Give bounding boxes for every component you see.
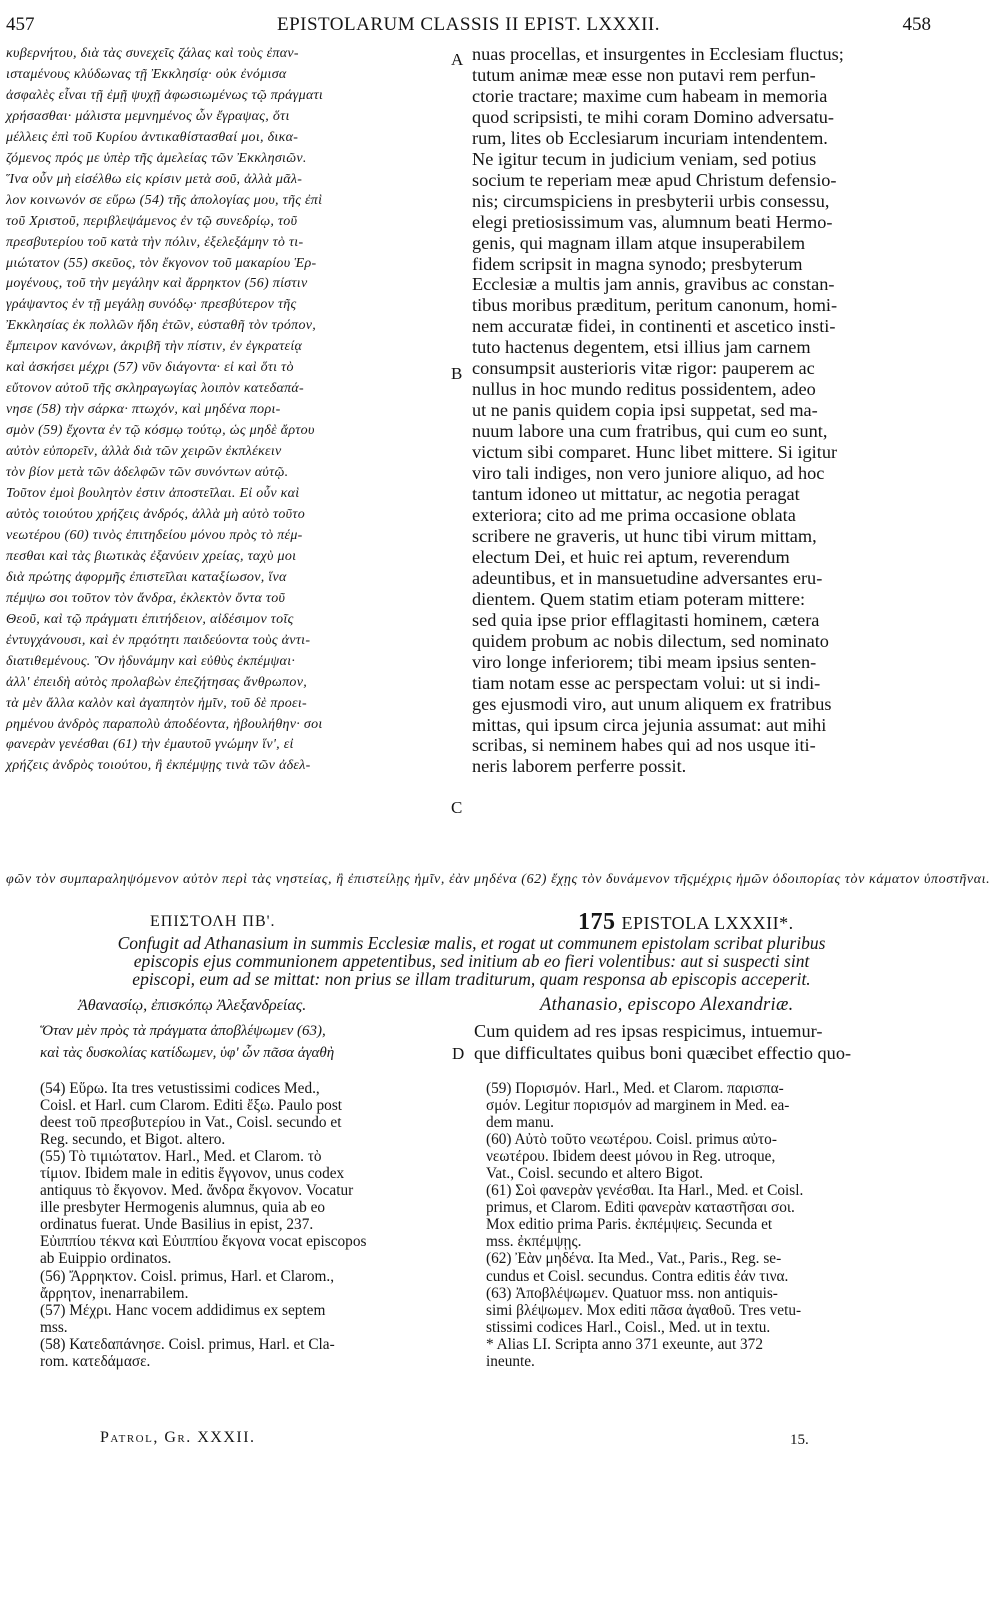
footnote-line: (57) Μέχρι. Hanc vocem addidimus ex septem xyxy=(40,1301,326,1319)
margin-marker-b: B xyxy=(451,364,463,383)
latin-line: mittas, qui ipsum circa jejunia assumat: aut mihi xyxy=(472,714,827,735)
greek-line: πεσθαι καὶ τὰς βιωτικὰς ἐξανύειν χρείας, ταχὺ μοι xyxy=(6,548,297,564)
page-header xyxy=(6,14,931,42)
footnote-line: (62) Ἐὰν μηδένα. Ita Med., Vat., Paris., Reg. se- xyxy=(486,1250,782,1268)
footnote-line: ille presbyter Hermogenis alumnus, quia ab eo xyxy=(40,1199,326,1217)
footnote-line: ἄρρητον, inenarrabilem. xyxy=(40,1284,189,1302)
epistle-heading-latin xyxy=(578,909,794,936)
greek-line: νεωτέρου (60) τινὸς ἐπιτηδείου μόνου πρὸς τὸ πέμ- xyxy=(6,527,303,543)
greek-line: Ἵνα οὖν μὴ εἰσέλθω εἰς κρίσιν μετὰ σοῦ, ἀλλὰ μᾶλ- xyxy=(6,171,303,187)
greek-line: χρήζεις ἀνδρὸς τοιούτου, ἢ ἐκπέμψῃς τινὰ τῶν ἀδελ- xyxy=(6,758,311,774)
greek-line: μιώτατον (55) σκεῦος, τὸν ἔκγονον τοῦ μακαρίου Ἑρ- xyxy=(6,255,317,271)
latin-line: tutum animæ meæ esse non putavi rem perfun- xyxy=(472,64,816,85)
footnote-line: antiquus τὸ ἔκγονον. Med. ἄνδρα ἔκγονον. Vocatur xyxy=(40,1182,354,1200)
greek-line: καὶ ἀσκήσει μέχρι (57) νῦν διάγοντα· εἰ καὶ ὅτι τὸ xyxy=(6,360,294,376)
greek-line: πρεσβυτερίου τοῦ κατὰ τὴν πόλιν, ἐξελεξάμην τὸ τι- xyxy=(6,234,304,250)
address-latin: Athanasio, episcopo Alexandriæ. xyxy=(540,995,794,1015)
footnote-line: (54) Εὕρω. Ita tres vetustissimi codices Med., xyxy=(40,1080,320,1097)
latin-line: tibus moribus præditum, peritum canonum, homi- xyxy=(472,295,838,316)
latin-line: rum, lites ob Ecclesiarum incuriam intendentem. xyxy=(472,127,828,148)
footnote-line: cundus et Coisl. secundus. Contra editis ἐάν τινα. xyxy=(486,1267,789,1285)
footnote-line: ineunte. xyxy=(486,1352,535,1370)
latin-line: viro tali indiges, non vero juniore aliquo, ad hoc xyxy=(472,463,825,484)
greek-line: τοῦ Χριστοῦ, περιβλεψάμενος ἐν τῷ συνεδρίῳ, τοῦ xyxy=(6,213,298,229)
latin-line: consumpsit austerioris vitæ rigor: pauperem ac xyxy=(472,358,815,379)
summary-line: episcopis ejus communionem appetentibus, sed initium ab eo fieri volentibus: aut si suspecti sint xyxy=(133,951,810,971)
greek-line: Ἐκκλησίας ἐκ πολλῶν ἤδη ἐτῶν, εὐσταθῆ τὸν τρόπον, xyxy=(6,318,317,334)
footnote-line: τίμιον. Ibidem male in editis ἔγγονον, unus codex xyxy=(40,1165,345,1183)
latin-line: fidem scripsit in magna synodo; presbyterum xyxy=(472,253,803,274)
footnote-line: Reg. secundo, et Bigot. altero. xyxy=(40,1131,226,1149)
greek-line: αὐτὸν εὐπορεῖν, ἀλλὰ διὰ τῶν χειρῶν ἐκπλέκειν xyxy=(6,444,282,460)
latin-line: viro longe inferiorem; tibi meam ipsius senten- xyxy=(472,651,817,672)
opening-greek-line: καὶ τὰς δυσκολίας κατίδωμεν, ὑφ' ὧν πᾶσα ἀγαθὴ xyxy=(40,1045,335,1061)
greek-line: ἔμπειρον κανόνων, ἀκριβῆ τὴν πίστιν, ἐν ἐγκρατείᾳ xyxy=(6,339,303,355)
summary-line: episcopi, eum ad se mittat: non prius se illam traditurum, quam responsa ab episcopis acceperit. xyxy=(132,969,811,989)
footnote-line: * Alias LI. Scripta anno 371 exeunte, aut 372 xyxy=(486,1335,763,1353)
greek-line: Θεοῦ, καὶ τῷ πράγματι ἐπιτήδειον, αἰδέσιμον τοῖς xyxy=(6,611,294,627)
footnote-line: ordinatus fuerat. Unde Basilius in epist, 237. xyxy=(40,1216,314,1234)
opening-latin-line: Cum quidem ad res ipsas respicimus, intuemur- xyxy=(474,1021,823,1041)
greek-line: κυβερνήτου, διὰ τὰς συνεχεῖς ζάλας καὶ τοὺς ἐπαν- xyxy=(6,46,299,61)
latin-line: ut ne panis quidem copia ipsi suppetat, sed ma- xyxy=(472,400,818,421)
footnote-line: (60) Αὐτὸ τοῦτο νεωτέρου. Coisl. primus αὐτο- xyxy=(486,1131,777,1149)
greek-line: γράψαντος ἐν τῇ μεγάλῃ συνόδῳ· πρεσβύτερον τῆς xyxy=(6,297,297,313)
footnote-line: mss. xyxy=(40,1318,68,1336)
footnote-line: σμόν. Legitur πορισμόν ad marginem in Med. ea- xyxy=(486,1097,790,1115)
footnote-line: (63) Ἀποβλέψωμεν. Quatuor mss. non antiquis- xyxy=(486,1284,778,1302)
address-greek: Ἀθανασίῳ, ἐπισκόπῳ Ἀλεξανδρείας. xyxy=(78,997,307,1014)
latin-line: electum Dei, et huic rei aptum, reverendum xyxy=(472,546,790,567)
greek-line: χρήσασθαι· μάλιστα μεμνημένος ὧν ἔγραψας, ὅτι xyxy=(6,108,290,124)
greek-line: ρημένου ἀνδρὸς παραπολὺ ἀποδέοντα, ἠβουλήθην· σοι xyxy=(6,716,323,732)
opening-greek-line: Ὅταν μὲν πρὸς τὰ πράγματα ἀποβλέψωμεν (63), xyxy=(40,1023,326,1039)
latin-line: neris laborem perferre possit. xyxy=(472,756,687,777)
running-title: EPISTOLARUM CLASSIS II EPIST. LXXXII. xyxy=(276,14,661,35)
footnote-line: rom. κατεδάμασε. xyxy=(40,1352,151,1370)
latin-line: tantum idoneo ut mittatur, ac negotia peragat xyxy=(472,484,800,505)
latin-line: quod scripsisti, te mihi coram Domino adversatu- xyxy=(472,106,835,127)
latin-line: genis, qui magnam illam atque insuperabilem xyxy=(472,232,806,253)
summary-line: Confugit ad Athanasium in summis Ecclesiæ malis, et rogat ut communem epistolam scribat pluribus xyxy=(117,933,826,953)
latin-line: nuas procellas, et insurgentes in Ecclesiam fluctus; xyxy=(472,44,844,64)
footnote-line: Vat., Coisl. secundo et altero Bigot. xyxy=(486,1165,704,1183)
footnote-line: Εὐιππίου τέκνα καὶ Εὐιππίου ἔκγονα vocat episcopos xyxy=(40,1233,367,1251)
greek-continuation xyxy=(6,870,990,890)
footnote-line: dem manu. xyxy=(486,1114,554,1132)
column-number: 175 xyxy=(578,909,616,935)
epistle-heading-greek: ΕΠΙΣΤΟΛΗ ΠΒ'. xyxy=(150,913,276,930)
latin-line: socium te reperiam meæ apud Christum defensio- xyxy=(472,169,837,190)
footnote-line: (61) Σοὶ φανερὰν γενέσθαι. Ita Harl., Med. et Coisl. xyxy=(486,1182,804,1200)
latin-line: quidem probum ac nobis dilectum, sed nominato xyxy=(472,630,829,651)
latin-line: sed quia ipse prior efflagitasti hominem, cætera xyxy=(472,609,820,630)
greek-text-column xyxy=(6,44,456,777)
greek-line: μέλλεις ἐπὶ τοῦ Κυρίου ἀντικαθίστασθαί μοι, δικα- xyxy=(6,129,299,145)
greek-line: σμὸν (59) ἔχοντα ἐν τῷ κόσμῳ τούτῳ, ὡς μηδὲ ἄρτου xyxy=(6,423,315,439)
footnote-line: νεωτέρου. Ibidem deest μόνου in Reg. utroque, xyxy=(486,1148,776,1166)
greek-line: ἀσφαλὲς εἶναι τῇ ἐμῇ ψυχῇ ἀφωσιωμένως τῷ πράγματι xyxy=(6,87,324,103)
greek-continuation-line: φῶν τὸν συμπαραληψόμενον αὐτὸν περὶ τὰς νηστείας, ἢ ἐπιστείλῃς ἡμῖν, ἐὰν μηδένα (62) ἔχῃς τὸν δυνάμενον τῆς xyxy=(6,872,694,887)
latin-line: victum sibi comparet. Hunc libet mittere. Si igitur xyxy=(472,442,838,463)
latin-line: scribas, si neminem habes qui ad nos usque iti- xyxy=(472,735,816,756)
latin-line: ctorie tractare; maxime cum habeam in memoria xyxy=(472,85,828,106)
greek-line: τὰ μὲν ἄλλα καλὸν καὶ ἀγαπητὸν ἡμῖν, τοῦ δὲ προει- xyxy=(6,695,307,711)
footnote-line: ab Euippio ordinatos. xyxy=(40,1250,172,1268)
greek-line: διὰ πρώτης ἀφορμῆς ἐπιστεῖλαι καταξίωσον, ἵνα xyxy=(6,569,287,585)
margin-marker-c: C xyxy=(451,798,463,817)
page-number-left: 457 xyxy=(6,14,35,35)
footnote-line: (59) Πορισμόν. Harl., Med. et Clarom. παρισπα- xyxy=(486,1080,784,1097)
greek-line: ζόμενος πρός με ὑπὲρ τῆς ἀμελείας τῶν Ἐκκλησιῶν. xyxy=(6,150,307,166)
margin-marker-d: D xyxy=(452,1044,465,1063)
greek-line: ἐντυγχάνουσι, καὶ ἐν πρᾳότητι παιδεύοντα τοὺς ἀντι- xyxy=(6,632,311,648)
footnote-line: (56) Ἄρρηκτον. Coisl. primus, Harl. et Clarom., xyxy=(40,1267,335,1285)
greek-line: τὸν βίον μετὰ τῶν ἀδελφῶν τῶν συνόντων αὐτῷ. xyxy=(6,465,289,481)
latin-text-column xyxy=(472,44,932,777)
footnote-line: simi βλέψωμεν. Mox editi πᾶσα ἀγαθοῦ. Tres vetu- xyxy=(486,1301,802,1319)
greek-continuation-line: μέχρις ἡμῶν ὁδοιπορίας τὸν κάματον ὑποστῆναι. xyxy=(693,872,990,887)
footnote-line: (55) Τὸ τιμιώτατον. Harl., Med. et Clarom. τὸ xyxy=(40,1148,322,1166)
page-number-right: 458 xyxy=(902,14,931,35)
latin-line: nullus in hoc mundo reditus possidentem, adeo xyxy=(472,379,816,400)
latin-line: nem accuratæ fidei, in continenti et ascetico insti- xyxy=(472,316,836,337)
footnote-line: (58) Κατεδαπάνησε. Coisl. primus, Harl. et Cla- xyxy=(40,1335,335,1353)
footnote-line: stissimi codices Harl., Coisl., Med. ut in textu. xyxy=(486,1318,771,1336)
greek-line: ισταμένους κλύδωνας τῇ Ἐκκλησίᾳ· οὐκ ἐνόμισα xyxy=(6,66,287,82)
greek-line: ἀλλ' ἐπειδὴ αὐτὸς προλαβὼν ἐπεζήτησας ἄνθρωπον, xyxy=(6,674,308,690)
footnote-line: mss. ἐκπέμψῃς. xyxy=(486,1233,582,1251)
footnote-line: Coisl. et Harl. cum Clarom. Editi ἔξω. Paulo post xyxy=(40,1097,343,1115)
greek-line: διατιθεμένους. Ὃν ἠδυνάμην καὶ εὐθὺς ἐκπέμψαι· xyxy=(6,653,296,669)
margin-marker-a: A xyxy=(451,50,464,69)
greek-line: φανερὰν γενέσθαι (61) τὴν ἐμαυτοῦ γνώμην ἵν', εἰ xyxy=(6,737,294,753)
latin-line: exteriora; cito ad me prima occasione oblata xyxy=(472,504,796,525)
opening-greek xyxy=(40,1020,334,1064)
greek-line: αὐτὸς τοιούτου χρήζεις ἀνδρός, ἀλλὰ μὴ αὐτὸ τοῦτο xyxy=(6,506,306,522)
opening-latin-line: que difficultates quibus boni quæcibet effectio quo- xyxy=(474,1043,852,1063)
footnote-line: primus, et Clarom. Editi φανερὰν καταστῆσαι σοι. xyxy=(486,1199,795,1217)
latin-line: dientem. Quem statim etiam poteram mittere: xyxy=(472,588,806,609)
latin-line: scribere ne graveris, ut hunc tibi virum mittam, xyxy=(472,525,817,546)
opening-latin xyxy=(474,1020,851,1064)
latin-line: Ne igitur tecum in judicium veniam, sed potius xyxy=(472,148,817,169)
latin-line: nis; circumspiciens in presbyterii urbis consessu, xyxy=(472,190,830,211)
greek-line: Τοῦτον ἐμοὶ βουλητὸν ἐστιν ἀποστεῖλαι. Εἰ οὖν καὶ xyxy=(6,486,300,502)
footnotes-left xyxy=(40,1080,455,1370)
greek-line: εὔτονον αὐτοῦ τῆς σκληραγωγίας λοιπὸν κατεδαπά- xyxy=(6,381,305,397)
greek-line: λον κοινωνόν σε εὕρω (54) τῆς ἀπολογίας μου, τῆς ἐπὶ xyxy=(6,192,323,208)
latin-line: nuum labore una cum fratribus, qui cum eo sunt, xyxy=(472,421,828,442)
greek-line: πέμψω σοι τοῦτον τὸν ἄνδρα, ἐκλεκτὸν ὄντα τοῦ xyxy=(6,590,286,606)
latin-line: Ecclesiæ a multis jam annis, gravibus ac constan- xyxy=(472,274,835,295)
latin-line: tiam notam esse ac perspectam volui: ut si indi- xyxy=(472,672,821,693)
footnote-line: Mox editio prima Paris. ἐκπέμψεις. Secunda et xyxy=(486,1216,773,1234)
latin-line: tuto hactenus degentem, etsi illius jam carnem xyxy=(472,337,811,358)
footnote-line: deest τοῦ πρεσβυτερίου in Vat., Coisl. secundo et xyxy=(40,1114,342,1132)
latin-line: elegi pretiosissimum vas, alumnum beati Hermo- xyxy=(472,211,833,232)
epistle-summary xyxy=(14,934,929,988)
latin-line: ges ejusmodi viro, aut unum aliquem ex fratribus xyxy=(472,693,832,714)
footnotes-right xyxy=(486,1080,931,1370)
greek-line: νησε (58) τὴν σάρκα· πτωχόν, καὶ μηδένα πορι- xyxy=(6,402,281,418)
footer-signature: Patrol, Gr. XXXII. xyxy=(100,1429,256,1446)
epistle-heading-latin-title: EPISTOLA LXXXII*. xyxy=(621,913,794,933)
footer-sheet-number: 15. xyxy=(790,1432,809,1448)
greek-line: μογένους, τοῦ τὴν μεγάλην καὶ ἄρρηκτον (56) πίστιν xyxy=(6,276,308,292)
latin-line: adeuntibus, et in mansuetudine adversantes eru- xyxy=(472,567,823,588)
